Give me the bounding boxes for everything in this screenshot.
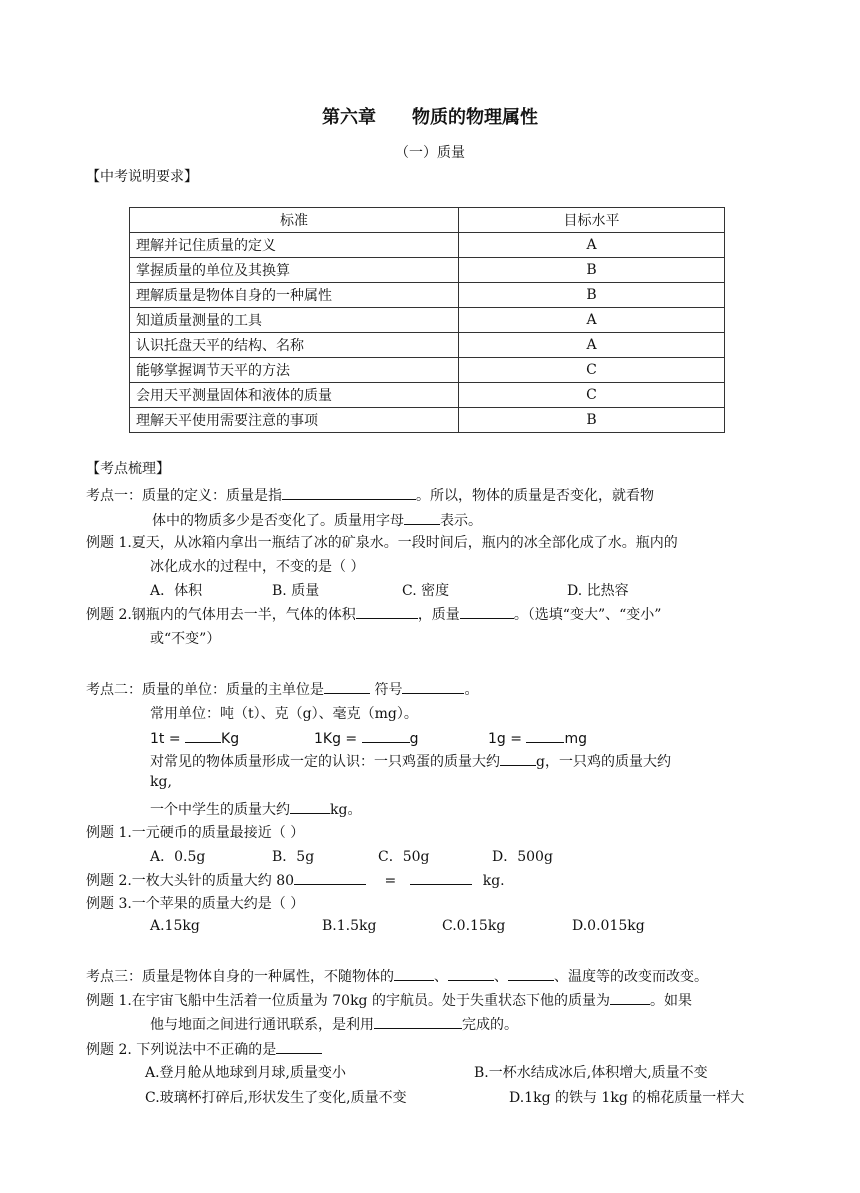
k3-text: 、温度等的改变而改变。 bbox=[554, 969, 708, 985]
answer-blank[interactable] bbox=[185, 728, 221, 743]
k1-symbol-line bbox=[152, 510, 482, 530]
requirements-heading: 【中考说明要求】 bbox=[86, 169, 198, 185]
k3-example1 bbox=[86, 990, 692, 1010]
k2-estimate-line3 bbox=[150, 799, 361, 819]
k1-example1-line: 例题 1.夏天，从冰箱内拿出一瓶结了冰的矿泉水。一段时间后，瓶内的冰全部化成了水。瓶内的 bbox=[86, 535, 678, 551]
answer-blank[interactable] bbox=[410, 870, 472, 885]
standard-cell: 能够掌握调节天平的方法 bbox=[130, 358, 459, 383]
k2-text: 1g = bbox=[488, 731, 527, 747]
table-row bbox=[130, 258, 725, 283]
table-header-row bbox=[130, 208, 725, 233]
table-row bbox=[130, 308, 725, 333]
k1-text: 。所以，物体的质量是否变化，就看物 bbox=[416, 488, 654, 504]
k2-text: g bbox=[409, 731, 419, 747]
option-a: A．0.5g bbox=[150, 849, 206, 865]
k1-text: 例题 2.钢瓶内的气体用去一半，气体的体积 bbox=[86, 607, 356, 623]
answer-blank[interactable] bbox=[374, 1014, 462, 1029]
k3-example2 bbox=[86, 1039, 322, 1059]
option-c: C. 密度 bbox=[402, 583, 450, 599]
k3-text: 他与地面之间进行通讯联系，是利用 bbox=[150, 1017, 374, 1033]
k3-text: 、 bbox=[434, 969, 448, 985]
page-title bbox=[0, 103, 860, 129]
answer-blank[interactable] bbox=[324, 679, 370, 694]
k3-text: 考点三：质量是物体自身的一种属性，不随物体的 bbox=[86, 969, 394, 985]
option-c: C.0.15kg bbox=[442, 918, 506, 934]
conversion-t-kg bbox=[150, 728, 239, 747]
k2-text: = bbox=[384, 873, 397, 889]
option-d: D．500g bbox=[492, 849, 553, 865]
table-row bbox=[130, 408, 725, 433]
k1-text: 表示。 bbox=[440, 513, 482, 529]
option-a: A.登月舱从地球到月球,质量变小 bbox=[145, 1065, 347, 1081]
option-d: D.1kg 的铁与 1kg 的棉花质量一样大 bbox=[509, 1090, 745, 1106]
level-cell: A bbox=[459, 308, 725, 333]
k2-common-units: 常用单位：吨（t）、克（g）、毫克（mg）。 bbox=[150, 706, 418, 722]
k2-text: 。 bbox=[464, 682, 479, 698]
table-row bbox=[130, 358, 725, 383]
option-c: C．50g bbox=[378, 849, 430, 865]
k2-text: 对常见的物体质量形成一定的认识：一只鸡蛋的质量大约 bbox=[150, 754, 500, 770]
level-cell: C bbox=[459, 383, 725, 408]
standard-cell: 掌握质量的单位及其换算 bbox=[130, 258, 459, 283]
k2-text: 考点二：质量的单位：质量的主单位是 bbox=[86, 682, 324, 698]
answer-blank[interactable] bbox=[508, 966, 554, 981]
level-cell: C bbox=[459, 358, 725, 383]
k2-text: mg bbox=[564, 731, 587, 747]
k2-text: Kg bbox=[221, 731, 240, 747]
standard-cell: 认识托盘天平的结构、名称 bbox=[130, 333, 459, 358]
k1-example2-line2: 或“不变”） bbox=[150, 631, 221, 647]
answer-blank[interactable] bbox=[290, 799, 330, 814]
k3-example1-line2 bbox=[150, 1014, 518, 1034]
answer-blank[interactable] bbox=[460, 604, 514, 619]
standard-cell: 理解并记住质量的定义 bbox=[130, 233, 459, 258]
k2-text: kg。 bbox=[330, 802, 362, 818]
table-row bbox=[130, 383, 725, 408]
option-b: B. 质量 bbox=[272, 583, 320, 599]
k1-text: 考点一：质量的定义：质量是指 bbox=[86, 488, 282, 504]
level-cell: B bbox=[459, 408, 725, 433]
section-subtitle: （一）质量 bbox=[395, 145, 465, 161]
option-a: A.15kg bbox=[150, 918, 200, 934]
level-cell: A bbox=[459, 333, 725, 358]
k3-text: 。如果 bbox=[649, 993, 692, 1009]
option-b: B.1.5kg bbox=[322, 918, 377, 934]
answer-blank[interactable] bbox=[610, 990, 650, 1005]
table-row bbox=[130, 333, 725, 358]
k1-text: ，质量 bbox=[417, 607, 460, 623]
standard-cell: 理解天平使用需要注意的事项 bbox=[130, 408, 459, 433]
table-row bbox=[130, 233, 725, 258]
answer-blank[interactable] bbox=[404, 510, 440, 525]
k2-text: 1t = bbox=[150, 731, 186, 747]
k2-estimate-line bbox=[150, 751, 671, 771]
k2-example3: 例题 3.一个苹果的质量大约是（ ） bbox=[86, 896, 305, 912]
answer-blank[interactable] bbox=[448, 966, 494, 981]
column-header-standard: 标准 bbox=[130, 208, 459, 233]
k1-text: 。（选填“变大”、“变小” bbox=[513, 607, 662, 623]
answer-blank[interactable] bbox=[294, 870, 366, 885]
k2-text: 一个中学生的质量大约 bbox=[150, 802, 290, 818]
k2-estimate-line2: kg, bbox=[150, 774, 172, 790]
k3-text: 例题 1.在宇宙飞船中生活着一位质量为 70kg 的宇航员。处于失重状态下他的质量为 bbox=[86, 993, 610, 1009]
answer-blank[interactable] bbox=[402, 679, 464, 694]
answer-blank[interactable] bbox=[282, 485, 416, 500]
standard-cell: 理解质量是物体自身的一种属性 bbox=[130, 283, 459, 308]
standard-cell: 会用天平测量固体和液体的质量 bbox=[130, 383, 459, 408]
answer-blank[interactable] bbox=[276, 1039, 322, 1054]
answer-blank[interactable] bbox=[526, 728, 564, 743]
chapter-title: 物质的物理属性 bbox=[412, 107, 538, 128]
k1-text: 体中的物质多少是否变化了。质量用字母 bbox=[152, 513, 404, 529]
option-b: B．5g bbox=[272, 849, 315, 865]
review-heading: 【考点梳理】 bbox=[86, 461, 170, 477]
k3-text: 例题 2. 下列说法中不正确的是 bbox=[86, 1042, 277, 1058]
k2-example1: 例题 1.一元硬币的质量最接近（ ） bbox=[86, 825, 305, 841]
k3-property-line bbox=[86, 966, 708, 986]
table-row bbox=[130, 283, 725, 308]
k2-text: g，一只鸡的质量大约 bbox=[536, 754, 671, 770]
k2-text: kg. bbox=[482, 873, 505, 889]
k2-text: 1Kg = bbox=[314, 731, 362, 747]
level-cell: B bbox=[459, 258, 725, 283]
k1-example2-line bbox=[86, 604, 661, 624]
option-d: D. 比热容 bbox=[567, 583, 629, 599]
k2-example2 bbox=[86, 870, 505, 890]
k3-text: 、 bbox=[494, 969, 508, 985]
option-d: D.0.015kg bbox=[572, 918, 645, 934]
k2-text: 符号 bbox=[374, 682, 403, 698]
answer-blank[interactable] bbox=[394, 966, 434, 981]
option-b: B.一杯水结成冰后,体积增大,质量不变 bbox=[474, 1065, 708, 1081]
requirements-table bbox=[129, 207, 725, 433]
answer-blank[interactable] bbox=[356, 604, 418, 619]
level-cell: B bbox=[459, 283, 725, 308]
chapter-number: 第六章 bbox=[322, 107, 376, 128]
option-a: A．体积 bbox=[150, 583, 203, 599]
answer-blank[interactable] bbox=[362, 728, 410, 743]
level-cell: A bbox=[459, 233, 725, 258]
answer-blank[interactable] bbox=[500, 751, 536, 766]
conversion-kg-g bbox=[314, 728, 419, 747]
option-c: C.玻璃杯打碎后,形状发生了变化,质量不变 bbox=[145, 1090, 407, 1106]
k2-text: 例题 2.一枚大头针的质量大约 80 bbox=[86, 873, 295, 889]
k2-unit-line bbox=[86, 679, 478, 699]
column-header-level: 目标水平 bbox=[459, 208, 725, 233]
standard-cell: 知道质量测量的工具 bbox=[130, 308, 459, 333]
k3-text: 完成的。 bbox=[462, 1017, 518, 1033]
k1-definition-line bbox=[86, 485, 654, 505]
conversion-g-mg bbox=[488, 728, 587, 747]
k1-example1-line2: 冰化成水的过程中，不变的是（ ） bbox=[150, 559, 365, 575]
